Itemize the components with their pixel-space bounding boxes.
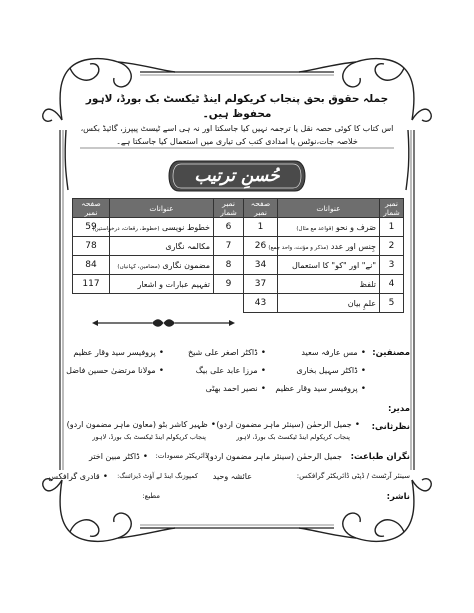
- chapter-note: (مذکر و مؤنث، واحد جمع): [268, 244, 329, 251]
- row-title: [92, 218, 214, 237]
- row-num: 9: [214, 275, 244, 294]
- header-num: نمبر شمار: [380, 199, 404, 218]
- artist-label: سینئر آرٹسٹ / ڈپٹی ڈائریکٹر گرافکس:: [296, 472, 410, 480]
- table-row: [73, 218, 404, 237]
- row-page: 26: [244, 237, 278, 256]
- table-row: [73, 275, 404, 294]
- author-name: •مولانا مرتضیٰ حسین فاضل: [66, 366, 164, 376]
- copyright-line-1: جملہ حقوق بحق پنجاب کریکولم اینڈ ٹیکسٹ بک بورڈ، لاہور محفوظ ہیں۔: [85, 93, 389, 120]
- row-num: 3: [380, 256, 404, 275]
- chapter-title: تلفظ: [359, 279, 376, 289]
- author-text: مس عارفہ سعید: [301, 348, 358, 357]
- author-name: •مس عارفہ سعید: [301, 348, 366, 358]
- author-text: مولانا مرتضیٰ حسین فاضل: [66, 366, 156, 375]
- row-num: 1: [380, 218, 404, 237]
- director-text: ڈاکٹر مبین اختر: [88, 452, 140, 461]
- publisher-label: ناشر:: [386, 492, 410, 502]
- chapter-title: صَرف و نحو: [336, 222, 376, 232]
- header-num: نمبر شمار: [214, 199, 244, 218]
- row-num: 2: [380, 237, 404, 256]
- chapter-note: (قواعد مع مثال): [296, 225, 334, 232]
- author-text: ڈاکٹر اصغر علی شیخ: [187, 348, 258, 357]
- row-title: [268, 237, 380, 256]
- author-text: پروفیسر سید وقار عظیم: [73, 348, 156, 357]
- artist-name: عائشہ وحید: [212, 472, 252, 481]
- author-name: •پروفیسر سید وقار عظیم: [73, 348, 164, 358]
- table-row: [73, 256, 404, 275]
- reviewer-name: •ظہیر کاشر بٹو (معاون ماہر مضمون اردو): [66, 420, 216, 430]
- chapter-title: مکالمہ نگاری: [165, 241, 210, 251]
- divider-ornament: [90, 317, 237, 329]
- row-title: [110, 256, 214, 275]
- chapter-title: خطوط نویسی: [162, 222, 210, 232]
- table-row: [73, 237, 404, 256]
- print-supervisor-label: نگران طباعت:: [350, 452, 410, 462]
- header-page: صفحہ نمبر: [244, 199, 278, 218]
- row-page: 59: [73, 218, 110, 237]
- author-text: مرزا عابد علی بیگ: [195, 366, 258, 375]
- row-page: 78: [73, 237, 110, 256]
- editor-label: مدیر:: [387, 404, 410, 414]
- author-text: پروفیسر سید وقار عظیم: [275, 384, 358, 393]
- row-num: 4: [380, 275, 404, 294]
- author-name: •پروفیسر سید وقار عظیم: [275, 384, 366, 394]
- director-name: •ڈاکٹر مبین اختر: [88, 452, 148, 462]
- chapter-title: "نے" اور "کو" کا استعمال: [291, 260, 376, 270]
- row-title: [278, 256, 380, 275]
- contents-table: [72, 198, 404, 313]
- page-title: حُسنِ ترتیب: [194, 166, 280, 186]
- header-titles: عنوانات: [278, 199, 380, 218]
- header-titles: عنوانات: [110, 199, 214, 218]
- row-num: 7: [214, 237, 244, 256]
- reviewer-text: ظہیر کاشر بٹو (معاون ماہر مضمون اردو): [66, 420, 208, 429]
- printer-label: مطبع:: [142, 492, 160, 500]
- row-title: [278, 275, 380, 294]
- authors-label: مصنفین:: [372, 348, 410, 358]
- row-page: 117: [73, 275, 110, 294]
- row-page: 34: [244, 256, 278, 275]
- chapter-title: علمِ بیان: [347, 298, 376, 308]
- chapter-note: (مضامین، کہانیاں): [117, 263, 160, 270]
- composing-name: •قادری گرافکس: [48, 472, 108, 482]
- copyright-notice: [78, 92, 396, 148]
- row-page: 84: [73, 256, 110, 275]
- table-header-row: [73, 199, 404, 218]
- header-page: صفحہ نمبر: [73, 199, 110, 218]
- title-banner: [167, 158, 307, 194]
- author-name: •نصیر احمد بھٹی: [205, 384, 266, 394]
- row-num: 8: [214, 256, 244, 275]
- author-name: •مرزا عابد علی بیگ: [195, 366, 266, 376]
- empty-cell: [73, 294, 110, 313]
- row-title: [110, 237, 214, 256]
- row-title: [278, 218, 380, 237]
- empty-cell: [214, 294, 244, 313]
- supervision-label: نظرثانی:: [371, 422, 410, 432]
- row-title: [278, 294, 380, 313]
- author-name: •ڈاکٹر سہیل بخاری: [296, 366, 366, 376]
- print-supervisor-name: جمیل الرحمٰن (سینئر ماہر مضمون اردو): [206, 452, 342, 461]
- empty-cell: [110, 294, 214, 313]
- author-text: نصیر احمد بھٹی: [205, 384, 258, 393]
- reviewer-org: پنجاب کریکولم اینڈ ٹیکسٹ بک بورڈ، لاہور: [236, 433, 350, 441]
- reviewer-text: جمیل الرحمٰن (سینئر ماہر مضمون اردو): [216, 420, 352, 429]
- chapter-title: تفہیم عبارات و اشعار: [137, 279, 210, 289]
- author-name: •ڈاکٹر اصغر علی شیخ: [187, 348, 266, 358]
- row-page: 1: [244, 218, 278, 237]
- row-page: 37: [244, 275, 278, 294]
- reviewer-org: پنجاب کریکولم اینڈ ٹیکسٹ بک بورڈ، لاہور: [92, 433, 206, 441]
- chapter-title: مضمون نگاری: [162, 260, 210, 270]
- row-num: 5: [380, 294, 404, 313]
- copyright-line-3: خلاصہ جات،نوٹس یا امدادی کتب کی تیاری میں استعمال کیا جاسکتا ہے۔: [116, 137, 358, 146]
- director-label: ڈائریکٹر مسودات:: [155, 452, 208, 460]
- composing-label: کمپوزنگ اینڈ لے آؤٹ ڈیزائننگ:: [117, 472, 198, 480]
- copyright-line-2: اس کتاب کا کوئی حصہ نقل یا ترجمہ نہیں کیا جاسکتا اور نہ ہی اسے ٹیسٹ پیپرز، گائیڈ بکس،: [80, 124, 394, 133]
- chapter-note: (خطوط، رقعات، درخواستیں): [92, 225, 160, 232]
- row-page: 43: [244, 294, 278, 313]
- reviewer-name: •جمیل الرحمٰن (سینئر ماہر مضمون اردو): [216, 420, 360, 430]
- author-text: ڈاکٹر سہیل بخاری: [296, 366, 358, 375]
- chapter-title: جِنس اور عدد: [330, 241, 376, 251]
- table-row: [73, 294, 404, 313]
- row-num: 6: [214, 218, 244, 237]
- composing-text: قادری گرافکس: [48, 472, 100, 481]
- row-title: [110, 275, 214, 294]
